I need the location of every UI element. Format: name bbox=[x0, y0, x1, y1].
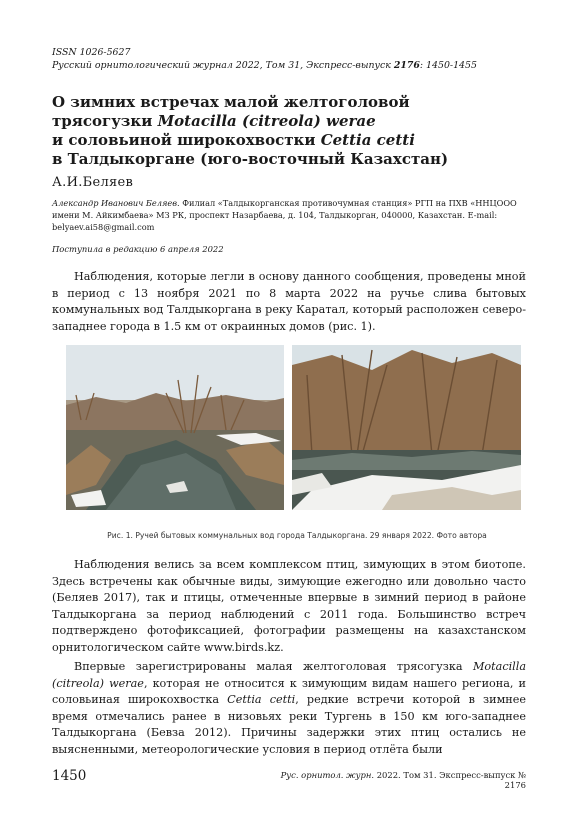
issn: ISSN 1026-5627 bbox=[52, 47, 131, 58]
received-date: Поступила в редакцию 6 апреля 2022 bbox=[52, 244, 224, 254]
journal-citation bbox=[52, 59, 542, 72]
page-number: 1450 bbox=[52, 768, 87, 784]
page-footer bbox=[278, 770, 526, 790]
paragraph-3 bbox=[52, 659, 526, 759]
footer-citation: 2022. Том 31. Экспресс-выпуск № 2176 bbox=[374, 770, 526, 790]
title-line-1: О зимних встречах малой желтоголовой bbox=[52, 93, 410, 111]
article-title bbox=[52, 93, 532, 169]
journal-name: Русский орнитологический журнал 2022, Том 31, Экспресс-выпуск bbox=[52, 60, 394, 71]
journal-abbreviation: Рус. орнитол. журн. bbox=[280, 770, 375, 780]
figure-photo-right bbox=[292, 345, 521, 510]
paragraph-2 bbox=[52, 557, 526, 657]
issue-number: 2176 bbox=[393, 60, 420, 71]
paragraph-text: , редкие встречи которой в зимнее время отмечались ранее в низовьях реки Тургень в 150 км юго-западнее Талдыкоргана (Бевза 2012). Причины задержки этих птиц остались не выясненными, метеорологические условия в период отлёта были bbox=[52, 693, 526, 756]
paragraph-text: , которая не относится к зимующим видам нашего региона, и соловьиная широкохвостка bbox=[52, 676, 526, 707]
author-affiliation bbox=[52, 197, 542, 233]
title-text: и соловьиной широкохвостки bbox=[52, 131, 321, 149]
figure-caption: Рис. 1. Ручей бытовых коммунальных вод города Талдыкоргана. 29 января 2022. Фото автора bbox=[107, 531, 487, 540]
paragraph-text: Наблюдения велись за всем комплексом птиц, зимующих в этом биотопе. Здесь встречены как обычные виды, зимующие ежегодно или довольно часто (Беляев 2017), так и птицы, отмеченные впервые в зимний период в районе Талдыкоргана за период наблюдений с 2011 года. Большинство встреч подтверждено фотофиксацией, фотографии размещены на казахстанском орнитологическом сайте www.birds.kz. bbox=[52, 558, 526, 654]
title-line-3 bbox=[52, 131, 532, 150]
species-name: Motacilla (citreola) werae bbox=[52, 660, 526, 690]
paragraph-text: Наблюдения, которые легли в основу данного сообщения, проведены мной в период с 13 ноября 2021 по 8 марта 2022 на ручье слива бытовых коммунальных вод Талдыкоргана в реку Каратал, который расположен северо-западнее города в 1.5 км от окраинных домов (рис. 1). bbox=[52, 270, 526, 333]
author-name: А.И.Беляев bbox=[52, 175, 134, 190]
species-name: Cettia cetti bbox=[320, 131, 415, 149]
title-line-4: в Талдыкоргане (юго-восточный Казахстан) bbox=[52, 150, 449, 168]
affiliation-author: Александр Иванович Беляев bbox=[52, 198, 177, 208]
title-text: трясогузки bbox=[52, 112, 158, 130]
journal-header bbox=[52, 46, 542, 72]
species-name: Motacilla (citreola) werae bbox=[157, 112, 376, 130]
paragraph-1 bbox=[52, 269, 526, 335]
figure-photo-left bbox=[66, 345, 284, 510]
title-line-2 bbox=[52, 112, 532, 131]
paragraph-text: Впервые зарегистрированы малая желтоголовая трясогузка bbox=[74, 660, 473, 673]
affiliation-text: . Филиал «Талдыкорганская противочумная станция» РГП на ПХВ «ННЦООО имени М. Айкимбаева» МЗ РК, проспект Назарбаева, д. 104, Талдыкорган, 040000, Казахстан. E-mail: belyaev.ai58@gmail.com bbox=[52, 198, 517, 232]
page-range: : 1450-1455 bbox=[419, 60, 477, 71]
species-name: Cettia cetti bbox=[227, 693, 296, 707]
